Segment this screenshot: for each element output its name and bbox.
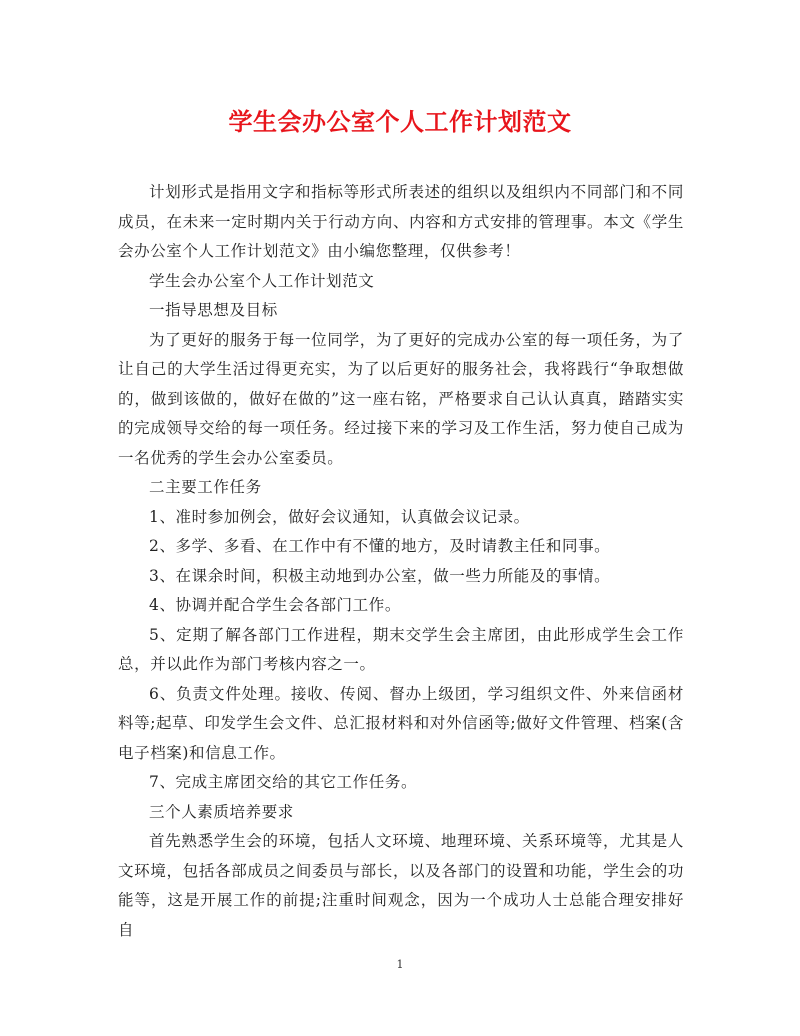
page-number: 1 bbox=[396, 958, 404, 971]
guiding-ideas-paragraph: 为了更好的服务于每一位同学，为了更好的完成办公室的每一项任务，为了让自己的大学生活过得更充实，为了以后更好的服务社会，我将践行“争取想做的，做到该做的，做好在做的”这一座右铭，严格要求自己认认真真，踏踏实实的完成领导交给的每一项任务。经过接下来的学习及工作生活，努力使自己成为一名优秀的学生会办公室委员。 bbox=[118, 330, 684, 467]
task-item-3: 3、在课余时间，积极主动地到办公室，做一些力所能及的事情。 bbox=[149, 566, 611, 585]
section-heading-guiding-ideas: 一指导思想及目标 bbox=[149, 301, 278, 319]
task-item-5: 5、定期了解各部门工作进程，期末交学生会主席团，由此形成学生会工作总，并以此作为部门考核内容之一。 bbox=[118, 625, 684, 673]
intro-paragraph: 计划形式是指用文字和指标等形式所表述的组织以及组织内不同部门和不同成员，在未来一定时期内关于行动方向、内容和方式安排的管理事。本文《学生会办公室个人工作计划范文》由小编您整理，仅供参考！ bbox=[118, 183, 684, 260]
section-heading-personal-quality: 三个人素质培养要求 bbox=[149, 802, 294, 821]
document-body bbox=[118, 178, 684, 945]
task-item-7: 7、完成主席团交给的其它工作任务。 bbox=[149, 773, 418, 791]
task-item-6: 6、负责文件处理。接收、传阅、督办上级团，学习组织文件、外来信函材料等;起草、印发学生会文件、总汇报材料和对外信函等;做好文件管理、档案(含电子档案)和信息工作。 bbox=[118, 684, 684, 762]
section-subtitle: 学生会办公室个人工作计划范文 bbox=[149, 271, 375, 290]
task-item-2: 2、多学、多看、在工作中有不懂的地方，及时请教主任和同事。 bbox=[149, 537, 611, 555]
task-item-1: 1、准时参加例会，做好会议通知，认真做会议记录。 bbox=[149, 507, 530, 526]
document-title: 学生会办公室个人工作计划范文 bbox=[228, 107, 572, 136]
section-heading-main-tasks: 二主要工作任务 bbox=[149, 478, 262, 496]
task-item-4: 4、协调并配合学生会各部门工作。 bbox=[149, 596, 401, 614]
personal-quality-paragraph: 首先熟悉学生会的环境，包括人文环境、地理环境、关系环境等，尤其是人文环境，包括各部成员之间委员与部长，以及各部门的设置和功能，学生会的功能等，这是开展工作的前提;注重时间观念，因为一个成功人士总能合理安排好自 bbox=[118, 832, 684, 939]
